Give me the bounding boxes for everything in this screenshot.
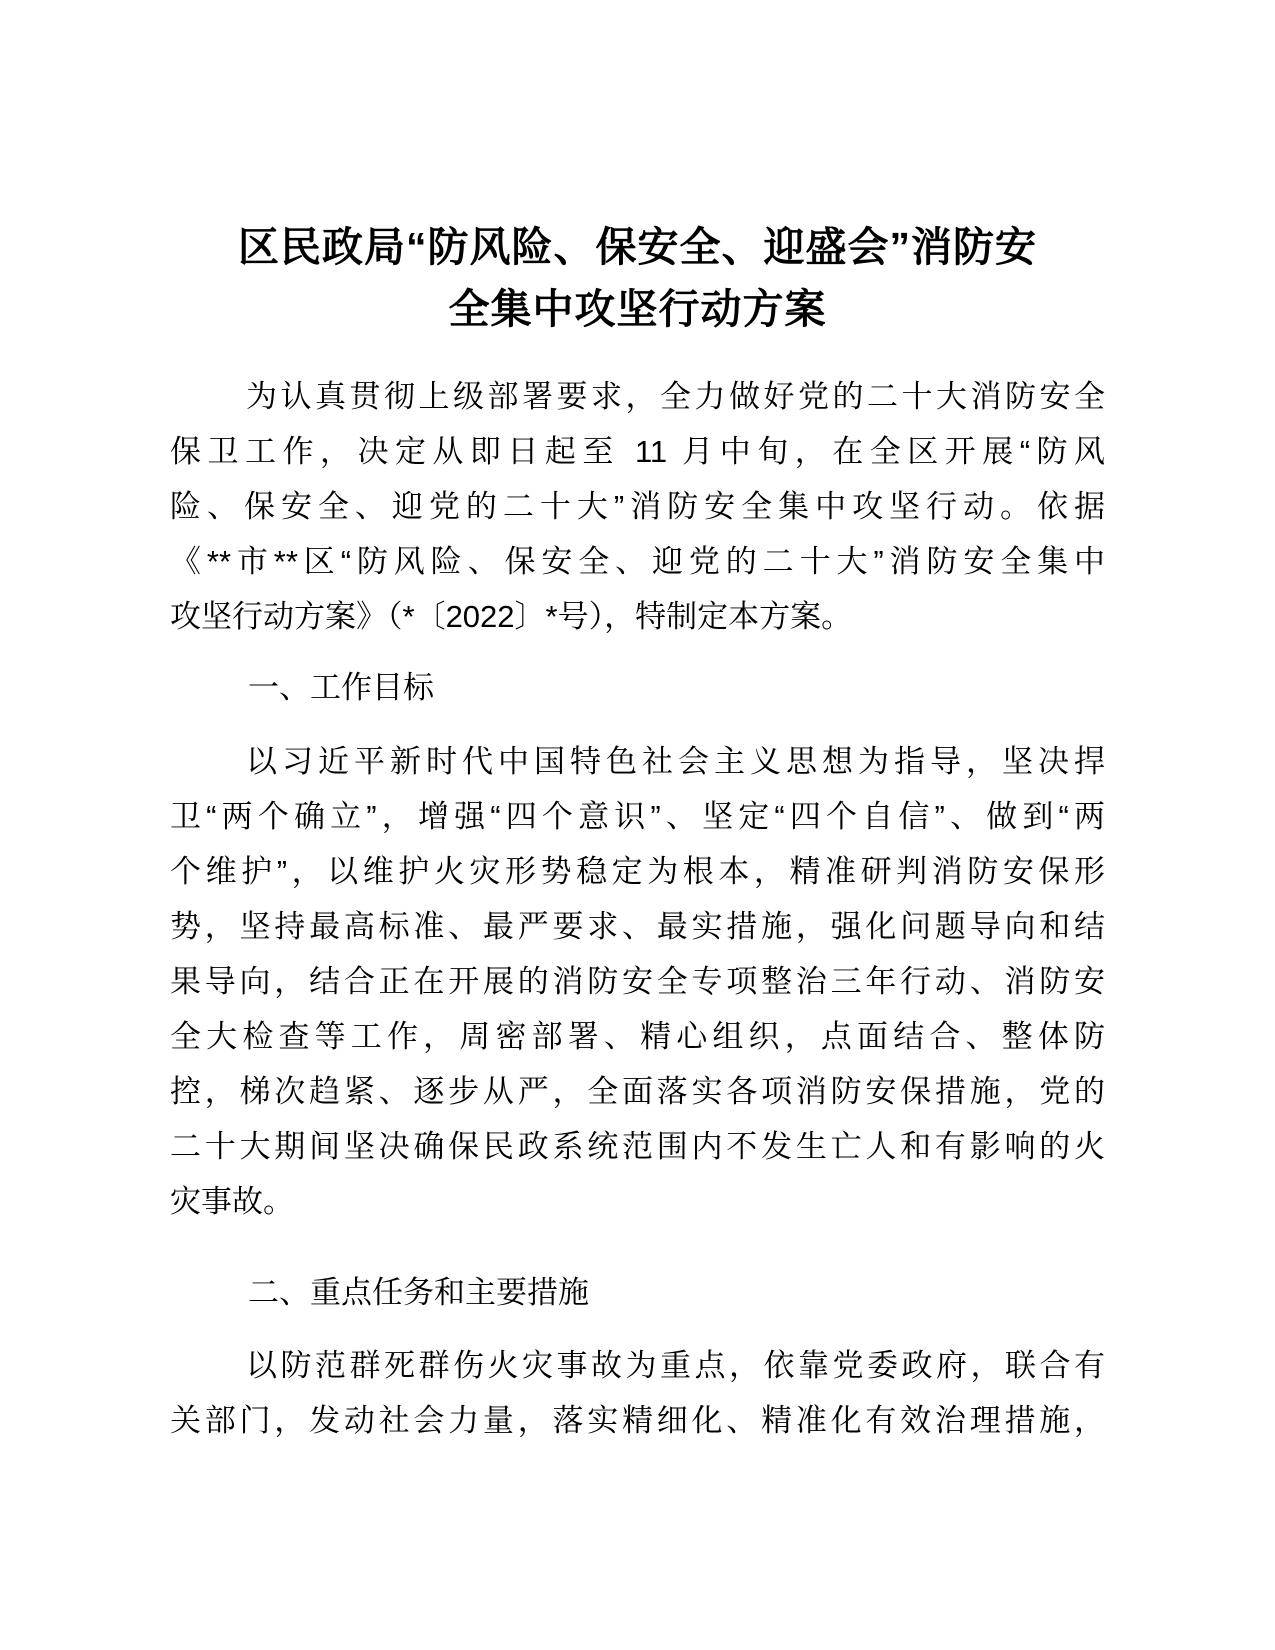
doc-line: 势，坚持最高标准、最严要求、最实措施，强化问题导向和结 bbox=[170, 909, 1105, 944]
doc-line: 关部门，发动社会力量，落实精细化、精准化有效治理措施， bbox=[170, 1403, 1105, 1438]
doc-line: 灾事故。 bbox=[170, 1184, 294, 1219]
doc-line: 控，梯次趋紧、逐步从严，全面落实各项消防安保措施，党的 bbox=[170, 1074, 1105, 1109]
doc-line: 果导向，结合正在开展的消防安全专项整治三年行动、消防安 bbox=[170, 964, 1105, 999]
section-heading-1: 一、工作目标 bbox=[248, 670, 434, 705]
title-line-1: 区民政局“防风险、保安全、迎盛会”消防安 bbox=[238, 224, 1037, 270]
section-heading-2: 二、重点任务和主要措施 bbox=[248, 1275, 589, 1310]
doc-line: 为认真贯彻上级部署要求，全力做好党的二十大消防安全 bbox=[246, 379, 1105, 414]
paragraph-goals bbox=[170, 734, 1105, 1229]
doc-line: 保卫工作，决定从即日起至 11 月中旬，在全区开展“防风 bbox=[170, 434, 1105, 469]
doc-line: 全大检查等工作，周密部署、精心组织，点面结合、整体防 bbox=[170, 1019, 1105, 1054]
doc-line: 卫“两个确立”，增强“四个意识”、坚定“四个自信”、做到“两 bbox=[170, 799, 1105, 834]
doc-line: 二十大期间坚决确保民政系统范围内不发生亡人和有影响的火 bbox=[170, 1129, 1105, 1164]
doc-line: 《**市**区“防风险、保安全、迎党的二十大”消防安全集中 bbox=[170, 544, 1105, 579]
title-line-2: 全集中攻坚行动方案 bbox=[448, 286, 827, 332]
doc-line: 攻坚行动方案》（*〔2022〕*号），特制定本方案。 bbox=[170, 599, 853, 634]
doc-line: 以习近平新时代中国特色社会主义思想为指导，坚决捍 bbox=[246, 744, 1105, 779]
doc-line: 以防范群死群伤火灾事故为重点，依靠党委政府，联合有 bbox=[246, 1348, 1105, 1383]
paragraph-tasks bbox=[170, 1338, 1105, 1448]
paragraph-intro bbox=[170, 369, 1105, 644]
doc-line: 险、保安全、迎党的二十大”消防安全集中攻坚行动。依据 bbox=[170, 489, 1105, 524]
document-title bbox=[170, 216, 1105, 340]
doc-line: 个维护”，以维护火灾形势稳定为根本，精准研判消防安保形 bbox=[170, 854, 1105, 889]
